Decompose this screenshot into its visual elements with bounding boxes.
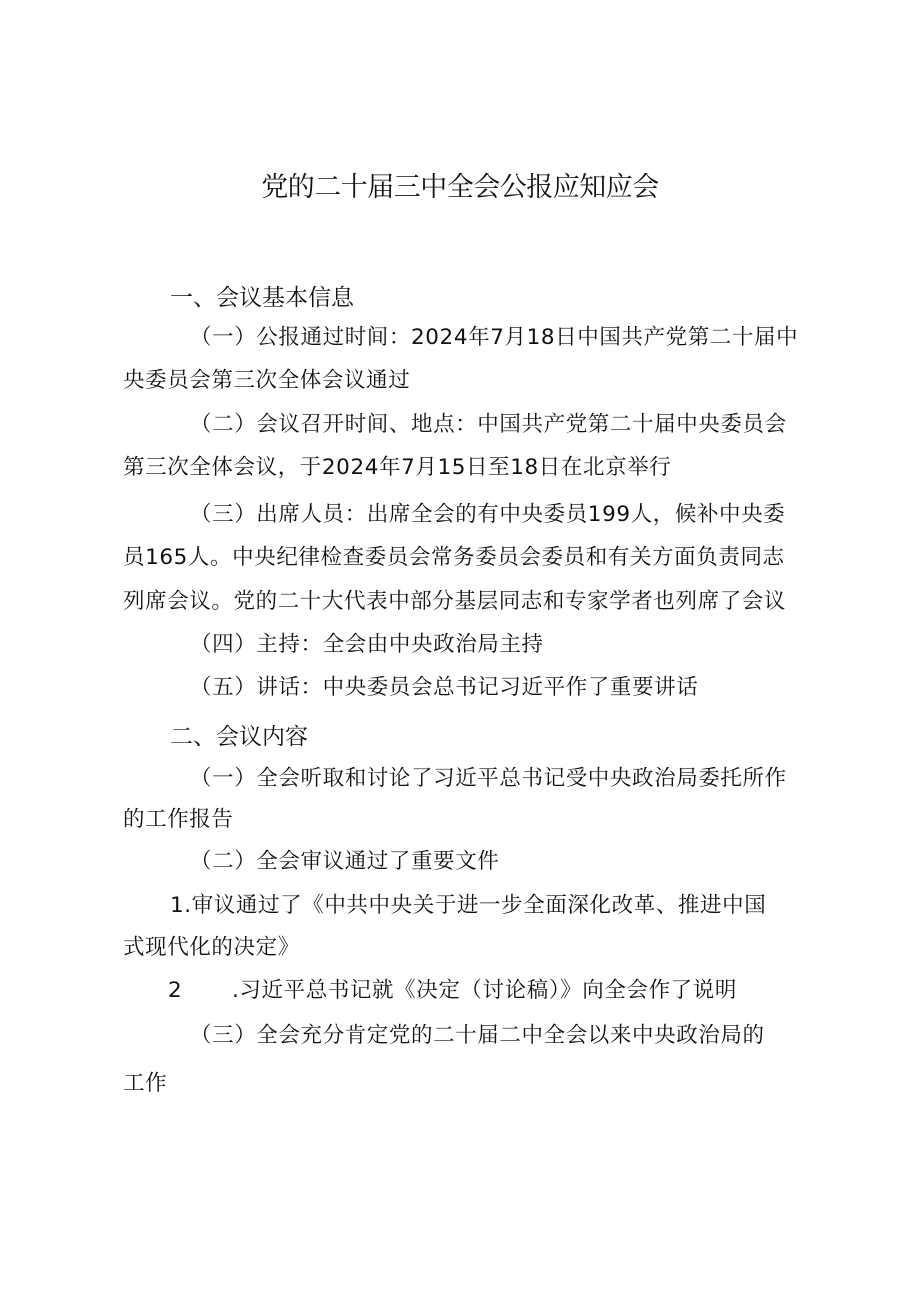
s2-point1-line2: 式现代化的决定》 (123, 935, 300, 960)
s2-item3-line2: 工作 (123, 1071, 168, 1096)
s2-item3-line1: （三）全会充分肯定党的二十届二中全会以来中央政治局的 (190, 1023, 765, 1048)
s1-item3-line2: 员165人。中央纪律检查委员会常务委员会委员和有关方面负责同志 (123, 545, 785, 570)
s1-item3-line1: （三）出席人员：出席全会的有中央委员199人，候补中央委 (190, 502, 786, 527)
document-title: 党的二十届三中全会公报应知应会 (261, 172, 659, 203)
s2-point1-line1: 1.审议通过了《中共中央关于进一步全面深化改革、推进中国 (170, 893, 767, 918)
s2-item1-line2: 的工作报告 (123, 807, 234, 832)
s1-item3-line3: 列席会议。党的二十大代表中部分基层同志和专家学者也列席了会议 (123, 589, 787, 614)
s2-item1-line1: （一）全会听取和讨论了习近平总书记受中央政治局委托所作 (190, 766, 787, 791)
section-2-heading: 二、会议内容 (170, 724, 308, 750)
s1-item2-line2: 第三次全体会议，于2024年7月15日至18日在北京举行 (123, 455, 672, 480)
s2-point2-number: 2 (168, 978, 182, 1003)
s1-item2-line1: （二）会议召开时间、地点：中国共产党第二十届中央委员会 (190, 412, 787, 437)
s1-item1-line2: 央委员会第三次全体会议通过 (123, 368, 411, 393)
section-1-heading: 一、会议基本信息 (170, 285, 354, 311)
s1-item5: （五）讲话：中央委员会总书记习近平作了重要讲话 (190, 675, 699, 700)
s2-point2-text: .习近平总书记就《决定（讨论稿）》向全会作了说明 (232, 978, 737, 1003)
s1-item4: （四）主持：全会由中央政治局主持 (190, 632, 544, 657)
s2-item2: （二）全会审议通过了重要文件 (190, 849, 500, 874)
s1-item1-line1: （一）公报通过时间：2024年7月18日中国共产党第二十届中 (190, 325, 799, 350)
